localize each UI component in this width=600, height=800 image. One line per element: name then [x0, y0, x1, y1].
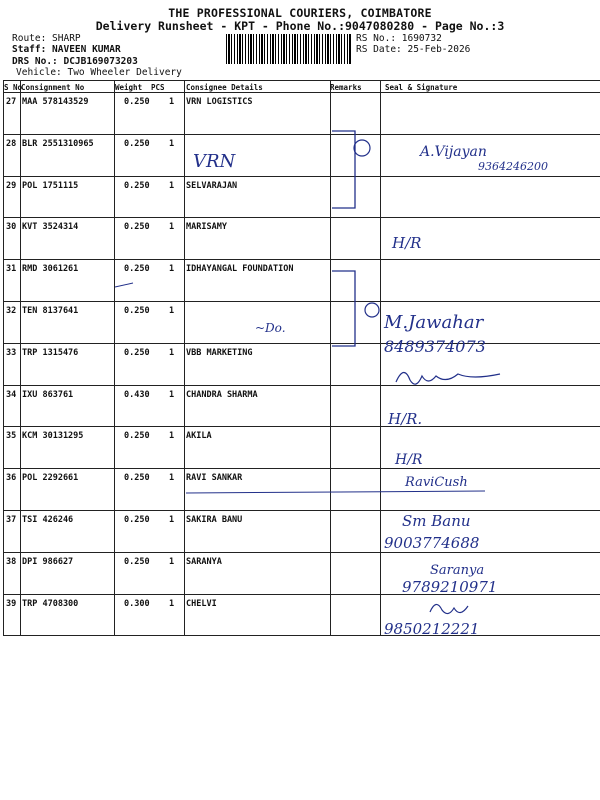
cell-consignment: DPI 986627	[22, 556, 74, 567]
cell-pcs: 1	[169, 306, 175, 316]
cell-consignment: TEN 8137641	[22, 306, 79, 316]
staff-label: Staff: NAVEEN KUMAR	[12, 44, 121, 55]
hw-sig-37: Sm Banu	[402, 512, 471, 530]
cell-consignee: RAVI SANKAR	[186, 473, 243, 484]
cell-consignee: CHANDRA SHARMA	[186, 389, 258, 400]
hw-hr-35: H/R	[395, 452, 423, 468]
hw-sig-27: A.Vijayan	[420, 144, 487, 160]
cell-consignment: TRP 4708300	[22, 598, 79, 609]
cell-consignee: CHELVI	[186, 598, 217, 609]
hw-sig-32: M.Jawahar	[384, 312, 484, 333]
column-header: Weight	[115, 83, 143, 92]
cell-pcs: 1	[169, 389, 175, 400]
hw-hr-30: H/R	[392, 234, 422, 252]
column-header: Consignee Details	[186, 83, 263, 92]
cell-pcs: 1	[169, 515, 175, 525]
cell-consignment: TSI 426246	[22, 515, 74, 525]
cell-pcs: 1	[169, 180, 175, 191]
cell-sno: 30	[6, 222, 17, 233]
cell-weight: 0.250	[124, 222, 150, 233]
column-header: Consignment No	[21, 83, 85, 92]
cell-pcs: 1	[169, 431, 175, 442]
cell-weight: 0.250	[124, 306, 150, 316]
cell-consignment: KCM 30131295	[22, 431, 84, 442]
cell-sno: 33	[6, 347, 17, 358]
cell-sno: 35	[6, 431, 17, 442]
hw-phone-39: 9850212221	[384, 620, 480, 638]
cell-sno: 29	[6, 180, 17, 191]
cell-consignee: MARISAMY	[186, 222, 227, 233]
route-label: Route: SHARP	[12, 33, 81, 44]
cell-sno: 37	[6, 515, 17, 525]
cell-sno: 27	[6, 97, 17, 107]
column-header: Remarks	[330, 83, 362, 92]
cell-weight: 0.250	[124, 347, 150, 358]
rs-number: RS No.: 1690732	[356, 33, 442, 44]
cell-sno: 39	[6, 598, 17, 609]
cell-consignment: RMD 3061261	[22, 264, 79, 275]
hw-sig-36: RaviCush	[405, 475, 468, 490]
cell-pcs: 1	[169, 347, 175, 358]
cell-pcs: 1	[169, 97, 175, 107]
vehicle-label: Vehicle: Two Wheeler Delivery	[16, 67, 182, 78]
cell-consignment: POL 1751115	[22, 180, 79, 191]
hw-sig-38: Saranya	[430, 563, 485, 578]
cell-sno: 32	[6, 306, 17, 316]
runsheet-title: Delivery Runsheet - KPT - Phone No.:9047080280 - Page No.:3	[95, 19, 505, 33]
hw-ditto: ~Do.	[255, 321, 286, 335]
cell-consignment: KVT 3524314	[22, 222, 79, 233]
cell-sno: 36	[6, 473, 17, 484]
cell-consignment: TRP 1315476	[22, 347, 79, 358]
cell-weight: 0.250	[124, 264, 150, 275]
cell-consignee: VBB MARKETING	[186, 347, 253, 358]
hw-vrn: VRN	[193, 151, 236, 172]
cell-weight: 0.300	[124, 598, 150, 609]
cell-pcs: 1	[169, 138, 175, 149]
cell-pcs: 1	[169, 598, 175, 609]
cell-consignment: MAA 578143529	[22, 97, 89, 107]
cell-pcs: 1	[169, 556, 175, 567]
cell-weight: 0.250	[124, 180, 150, 191]
cell-consignment: BLR 2551310965	[22, 138, 94, 149]
drs-number: DRS No.: DCJB169073203	[12, 56, 138, 67]
cell-sno: 38	[6, 556, 17, 567]
cell-weight: 0.430	[124, 389, 150, 400]
hw-phone-27: 9364246200	[478, 160, 548, 173]
cell-consignee: VRN LOGISTICS	[186, 97, 253, 107]
cell-consignment: POL 2292661	[22, 473, 79, 484]
column-header: S No	[4, 83, 23, 92]
cell-consignee: SELVARAJAN	[186, 180, 238, 191]
rs-date: RS Date: 25-Feb-2026	[356, 44, 471, 55]
cell-consignee: AKILA	[186, 431, 212, 442]
cell-sno: 34	[6, 389, 17, 400]
column-header: PCS	[151, 83, 165, 92]
hw-phone-37: 9003774688	[384, 534, 480, 552]
hw-phone-32: 8489374073	[384, 337, 486, 356]
cell-sno: 31	[6, 264, 17, 275]
hw-hr-34: H/R.	[388, 410, 423, 428]
cell-consignee: SARANYA	[186, 556, 222, 567]
cell-consignment: IXU 863761	[22, 389, 74, 400]
cell-consignee: IDHAYANGAL FOUNDATION	[186, 264, 294, 275]
cell-weight: 0.250	[124, 138, 150, 149]
cell-weight: 0.250	[124, 473, 150, 484]
cell-consignee: SAKIRA BANU	[186, 515, 243, 525]
cell-weight: 0.250	[124, 97, 150, 107]
cell-sno: 28	[6, 138, 17, 149]
cell-pcs: 1	[169, 473, 175, 484]
cell-weight: 0.250	[124, 431, 150, 442]
cell-weight: 0.250	[124, 515, 150, 525]
company-name: THE PROFESSIONAL COURIERS, COIMBATORE	[168, 6, 432, 20]
column-header: Seal & Signature	[385, 83, 458, 92]
cell-pcs: 1	[169, 222, 175, 233]
hw-phone-38: 9789210971	[402, 578, 498, 596]
cell-pcs: 1	[169, 264, 175, 275]
cell-weight: 0.250	[124, 556, 150, 567]
